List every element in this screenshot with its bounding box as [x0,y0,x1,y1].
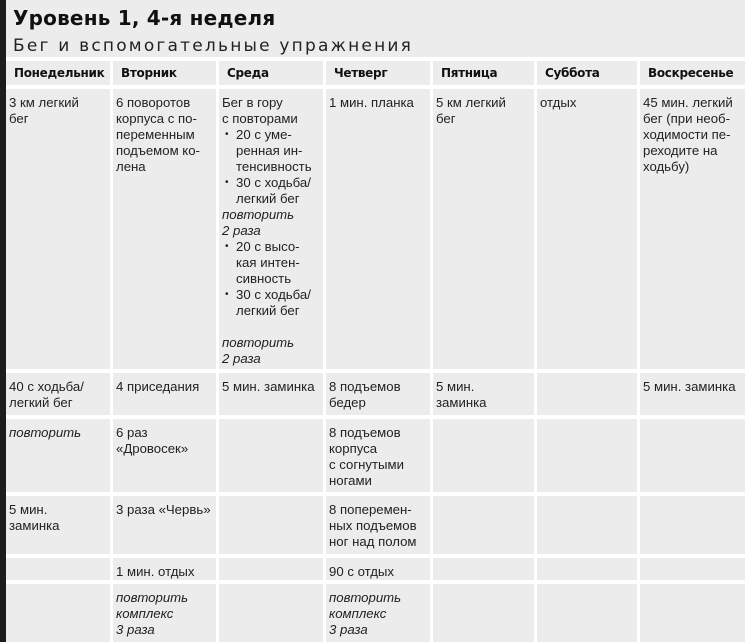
cell-text: 3 раза «Червь» [116,502,211,517]
repeat-note: комплекс [116,606,174,621]
cell-r2-friday [433,373,534,415]
header-thursday: Четверг [326,61,430,85]
cell-text: ходимости пе- [643,127,731,142]
cell-r6-monday [6,584,110,642]
header-wednesday: Среда [219,61,323,85]
cell-r5-tuesday [113,558,216,580]
cell-text: бег (при необ- [643,111,731,126]
cell-text: ренная ин- [236,143,303,158]
spacer [222,319,320,335]
repeat-note: 2 раза [222,223,261,238]
cell-text: Бег в гору [222,95,283,110]
cell-r4-thursday [326,496,430,554]
cell-text: переменным [116,127,195,142]
header-tuesday: Вторник [113,61,216,85]
cell-text: бедер [329,395,366,410]
cell-text: 6 поворотов [116,95,191,110]
cell-text: 5 мин. заминка [643,379,736,394]
repeat-note: повторить [222,335,295,350]
cell-text: 5 мин. заминка [222,379,315,394]
cell-r5-thursday [326,558,430,580]
cell-r3-monday [6,419,110,492]
repeat-note: 3 раза [116,622,155,637]
cell-r2-thursday [326,373,430,415]
cell-r1-sunday [640,89,745,369]
interval-list [222,239,320,319]
cell-r6-thursday [326,584,430,642]
cell-r2-monday [6,373,110,415]
repeat-note: повторить [9,425,82,440]
cell-r3-saturday [537,419,637,492]
cell-r3-tuesday [113,419,216,492]
cell-text: 5 мин. [436,379,475,394]
cell-r1-monday [6,89,110,369]
cell-r2-tuesday [113,373,216,415]
cell-text: • 30 с ходьба/ [236,287,311,302]
cell-text: • 20 с высо- [236,239,300,254]
cell-r5-sunday [640,558,745,580]
cell-r1-wednesday [219,89,323,369]
cell-text: лена [116,159,146,174]
cell-r4-saturday [537,496,637,554]
cell-text: кая интен- [236,255,300,270]
cell-r4-tuesday [113,496,216,554]
cell-text: легкий бег [9,395,73,410]
header-friday: Пятница [433,61,534,85]
cell-text: 1 мин. планка [329,95,414,110]
cell-text: • 20 с уме- [236,127,292,142]
cell-r5-monday [6,558,110,580]
cell-r3-thursday [326,419,430,492]
repeat-note: повторить [222,207,295,222]
cell-text: ных подъемов [329,518,417,533]
cell-text: 6 раз [116,425,148,440]
cell-text: 5 км легкий [436,95,506,110]
repeat-note: комплекс [329,606,387,621]
cell-r4-wednesday [219,496,323,554]
cell-text: подъемом ко- [116,143,200,158]
cell-text: 40 с ходьба/ [9,379,84,394]
cell-r3-friday [433,419,534,492]
header-monday: Понедельник [6,61,110,85]
cell-r4-monday [6,496,110,554]
cell-r1-friday [433,89,534,369]
cell-text: 4 приседания [116,379,200,394]
cell-text: сивность [236,271,292,286]
cell-text: ходьбу) [643,159,690,174]
cell-text: бег [9,111,29,126]
interval-list [222,127,320,207]
cell-r1-saturday [537,89,637,369]
interval-item [222,127,320,175]
cell-r2-sunday [640,373,745,415]
repeat-note: повторить [116,590,189,605]
cell-text: ногами [329,473,372,488]
cell-text: • 30 с ходьба/ [236,175,311,190]
repeat-note: 3 раза [329,622,368,637]
cell-text: 45 мин. легкий [643,95,733,110]
cell-text: корпуса с по- [116,111,197,126]
cell-text: корпуса [329,441,378,456]
interval-item [222,175,320,207]
page-subtitle: Бег и вспомогательные упражнения [13,36,414,56]
cell-text: отдых [540,95,577,110]
cell-r6-saturday [537,584,637,642]
cell-r6-sunday [640,584,745,642]
cell-text: заминка [9,518,60,533]
cell-text: бег [436,111,456,126]
cell-text: «Дровосек» [116,441,189,456]
cell-r6-tuesday [113,584,216,642]
cell-text: с повторами [222,111,298,126]
cell-r4-friday [433,496,534,554]
cell-r5-wednesday [219,558,323,580]
cell-text: легкий бег [236,303,300,318]
cell-text: 90 с отдых [329,564,395,579]
interval-item [222,287,320,319]
interval-item [222,239,320,287]
schedule-table [6,61,745,642]
cell-text: 8 поперемен- [329,502,412,517]
cell-text: заминка [436,395,487,410]
title-block [6,0,745,57]
cell-text: 5 мин. [9,502,48,517]
cell-r1-thursday [326,89,430,369]
cell-r6-friday [433,584,534,642]
cell-r3-sunday [640,419,745,492]
cell-r5-friday [433,558,534,580]
cell-text: 3 км легкий [9,95,79,110]
cell-r6-wednesday [219,584,323,642]
cell-text: 8 подъемов [329,379,401,394]
repeat-note: 2 раза [222,351,261,366]
cell-r1-tuesday [113,89,216,369]
cell-text: 8 подъемов [329,425,401,440]
header-sunday: Воскресенье [640,61,745,85]
cell-text: тенсивность [236,159,312,174]
repeat-note: повторить [329,590,402,605]
header-saturday: Суббота [537,61,637,85]
cell-text: ног над полом [329,534,417,549]
cell-r5-saturday [537,558,637,580]
cell-r2-wednesday [219,373,323,415]
cell-text: с согнутыми [329,457,404,472]
cell-r2-saturday [537,373,637,415]
page-title: Уровень 1, 4-я неделя [13,6,276,30]
cell-text: 1 мин. отдых [116,564,195,579]
cell-r4-sunday [640,496,745,554]
cell-text: легкий бег [236,191,300,206]
cell-r3-wednesday [219,419,323,492]
cell-text: реходите на [643,143,718,158]
